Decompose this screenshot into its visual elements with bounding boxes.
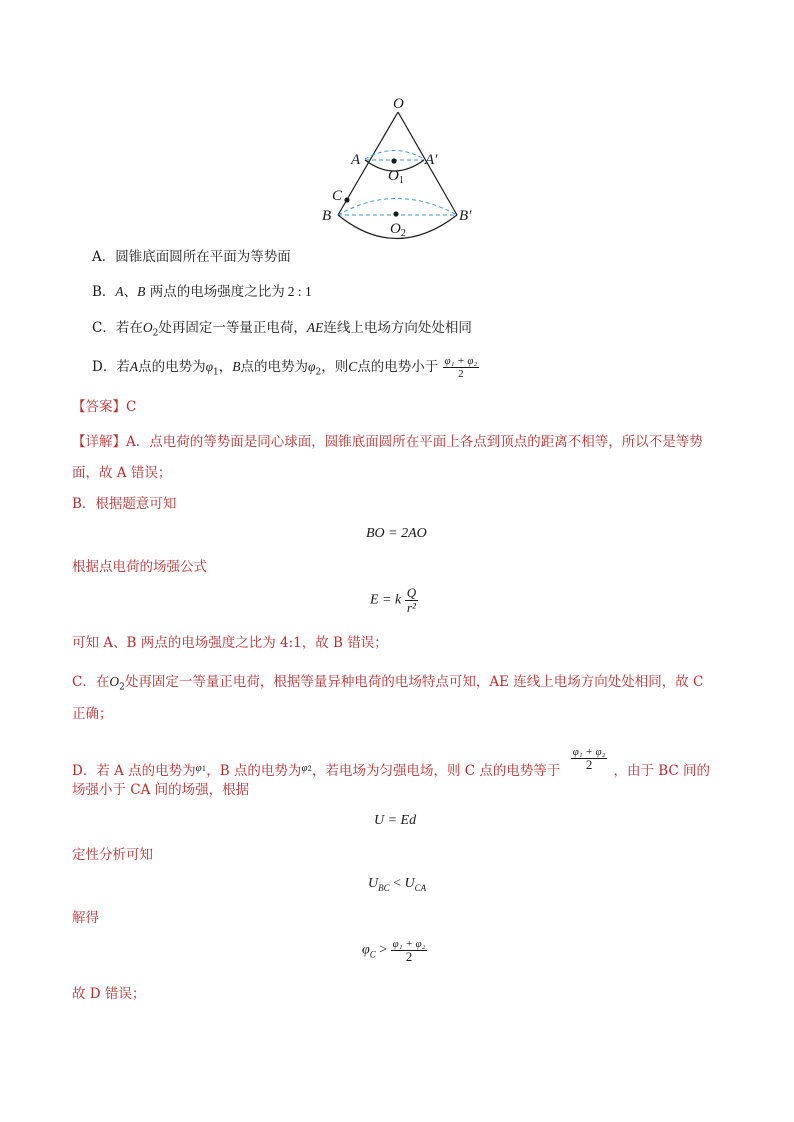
eq4-rhs-sub: CA: [414, 882, 427, 893]
option-c-o-sub: 2: [152, 328, 159, 339]
d-frac-num: φ₁ + φ₂: [572, 746, 606, 758]
c-line1-pre: C．在: [72, 674, 110, 690]
option-b: [92, 282, 312, 302]
c-line1-post: 处再固定一等量正电荷，根据等量异种电荷的电场特点可知，AE 连线上电场方向处处相同，故 C: [124, 674, 704, 690]
option-b-ratio: 2 : 1: [287, 284, 312, 299]
d-line1-a: D．若 A 点的电势为: [72, 763, 196, 779]
point-O2: [393, 211, 398, 216]
d-phi2-sub: 2: [307, 765, 312, 773]
option-d-frac-den: 2: [458, 368, 464, 380]
eq5-lhs: φ: [362, 942, 370, 958]
option-c: [92, 318, 472, 344]
option-d: [92, 355, 479, 383]
option-b-prefix: B．: [92, 284, 116, 300]
d-phi2: φ: [301, 762, 308, 774]
equation-bo-2ao: BO = 2AO: [366, 526, 427, 541]
eq4-op: <: [389, 876, 405, 891]
d-line1-d: ，由于 BC 间的: [613, 763, 711, 779]
option-d-text1: 点的电势为: [138, 359, 206, 375]
label-B-prime: B′: [459, 208, 472, 224]
option-d-phi1: φ: [205, 359, 214, 374]
option-c-prefix: C．若在: [92, 320, 143, 336]
option-d-text3: 点的电势为: [240, 359, 309, 375]
eq2-lhs: E = k: [370, 592, 402, 608]
d-line1-b: ，B 点的电势为: [206, 763, 302, 779]
option-c-text2: 连线上电场方向处处相同: [323, 320, 472, 336]
option-b-sep: 、: [123, 284, 138, 300]
equation-phic: [362, 938, 427, 963]
option-b-text: 两点的电场强度之比为: [145, 284, 285, 300]
option-d-c: C: [348, 359, 358, 374]
detail-line1: 【详解】A．点电荷的等势面是同心球面，圆锥底面圆所在平面上各点到顶点的距离不相等，所以不是等势: [72, 434, 703, 450]
eq2-den: r²: [406, 600, 416, 615]
option-d-text5: 点的电势小于: [357, 359, 439, 375]
upper-circle-back: [365, 151, 424, 160]
option-d-phi2: φ: [308, 359, 316, 374]
option-c-o: O: [142, 320, 153, 335]
eq5-lhs-sub: C: [369, 949, 376, 960]
qualitative-analysis: 定性分析可知: [72, 847, 153, 863]
d-line1-c: ，若电场为匀强电场，则 C 点的电势等于: [312, 763, 561, 779]
label-O: O: [393, 96, 404, 112]
equation-ubc-uca: [368, 876, 426, 893]
option-d-phi1-sub: 1: [213, 367, 219, 378]
eq4-lhs-sub: BC: [378, 882, 390, 893]
eq5-num: φ₁ + φ₂: [392, 938, 426, 950]
eq2-fraction: [405, 586, 418, 615]
cone-figure: [320, 92, 510, 242]
point-O1: [391, 158, 396, 163]
b-conclusion: 可知 A、B 两点的电场强度之比为 4:1，故 B 错误；: [72, 635, 388, 651]
eq5-fraction: [391, 938, 428, 963]
eq5-op: >: [375, 942, 391, 958]
label-C: C: [332, 188, 343, 204]
point-C: [344, 197, 349, 202]
eq5-den: 2: [405, 949, 413, 964]
option-b-point-b: B: [137, 284, 146, 299]
option-a: A．圆锥底面圆所在平面为等势面: [92, 249, 291, 265]
option-d-text4: ，则: [321, 359, 349, 375]
c-o-sub: 2: [119, 682, 125, 693]
option-d-phi2-sub: 2: [315, 367, 322, 378]
option-d-b: B: [232, 359, 241, 374]
d-line2: 场强小于 CA 间的场强，根据: [72, 782, 250, 798]
eq4-lhs: U: [368, 876, 379, 891]
label-O2: $O_2$: [390, 221, 406, 239]
b-intro: B．根据题意可知: [72, 496, 177, 512]
option-c-text1: 处再固定一等量正电荷，: [158, 320, 307, 336]
option-d-frac-num: φ₁ + φ₂: [444, 355, 478, 367]
equation-u-ed: U = Ed: [374, 813, 417, 828]
eq4-rhs: U: [404, 876, 415, 891]
d-conclusion: 故 D 错误；: [72, 986, 146, 1002]
d-fraction: [571, 746, 608, 771]
option-d-text2: ，: [218, 359, 233, 375]
option-d-a: A: [129, 359, 139, 374]
label-A-prime: A′: [425, 152, 438, 168]
eq2-num: Q: [406, 585, 417, 600]
option-d-fraction: [443, 355, 480, 380]
label-B: B: [322, 208, 332, 224]
c-line2: 正确；: [72, 706, 113, 722]
answer-label: 【答案】C: [72, 399, 137, 415]
d-phi1: φ: [195, 762, 202, 774]
c-line1: [72, 672, 703, 698]
option-d-prefix: D．若: [92, 359, 130, 375]
option-c-ae: AE: [306, 320, 324, 335]
b-field-formula-intro: 根据点电荷的场强公式: [72, 559, 207, 575]
equation-coulomb-field: [370, 586, 418, 615]
solve-label: 解得: [72, 910, 99, 926]
label-O1: $O_1$: [388, 168, 404, 186]
detail-line2: 面，故 A 错误；: [72, 465, 172, 481]
d-frac-den: 2: [585, 757, 593, 772]
label-A: A: [351, 152, 361, 168]
d-phi1-sub: 1: [201, 765, 207, 773]
option-b-point-a: A: [115, 284, 124, 299]
c-o: O: [109, 674, 120, 689]
